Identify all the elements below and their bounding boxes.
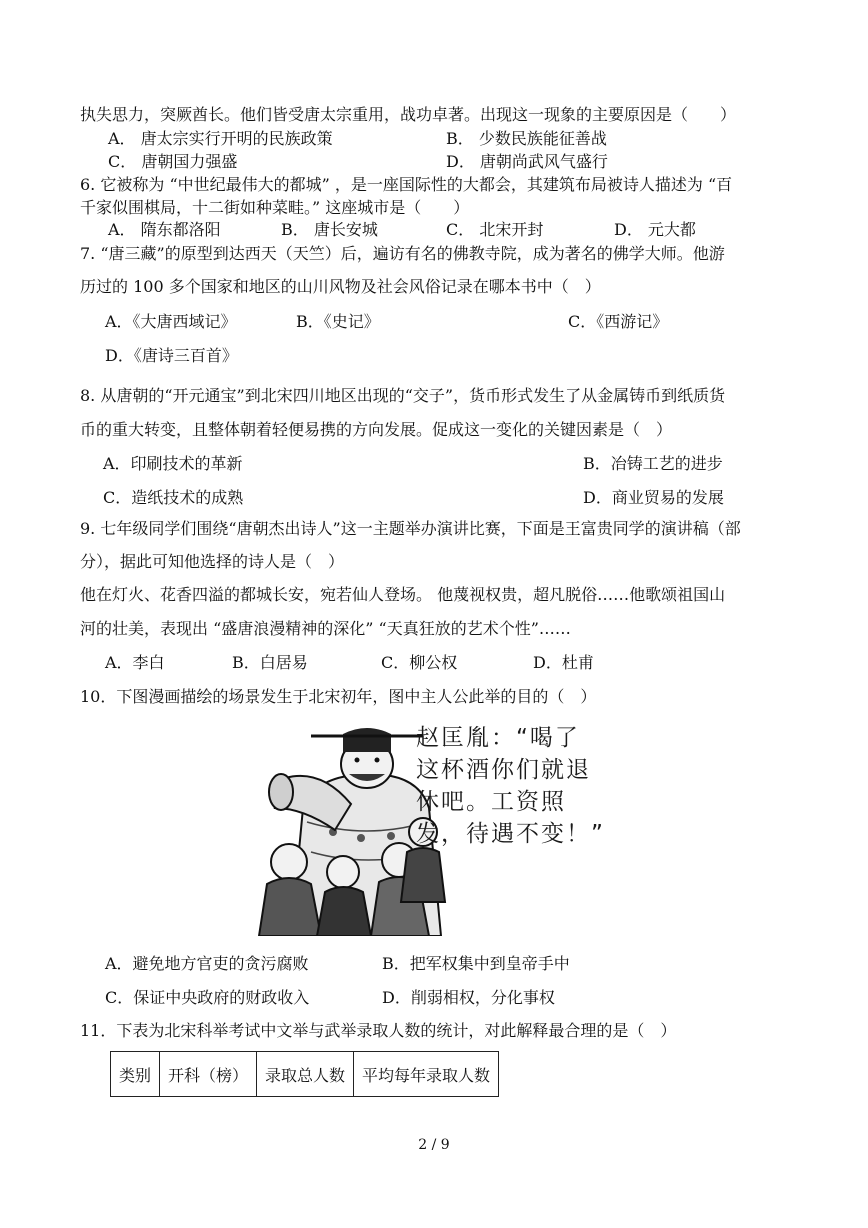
q6-option-a: A． 隋东都洛阳 [108,220,221,239]
cartoon-caption: 赵匡胤：“喝了 这杯酒你们就退 休吧。工资照 发，待遇不变！” [416,725,605,847]
q9-option-a: A．李白 [105,653,165,672]
q11-stem: 11．下表为北宋科举考试中文举与武举录取人数的统计，对此解释最合理的是（ ） [80,1021,677,1040]
q7-option-b: B．《史记》 [296,312,380,331]
q6-option-d: D． 元大都 [614,220,696,239]
q6-option-b: B． 唐长安城 [281,220,378,239]
q10-option-b: B．把军权集中到皇帝手中 [382,954,570,973]
q7-stem-line2: 历过的 100 多个国家和地区的山川风物及社会风俗记录在哪本书中（ ） [80,277,601,296]
table-header-cell: 开科（榜） [160,1052,257,1097]
q5-stem: 执失思力，突厥酋长。他们皆受唐太宗重用，战功卓著。出现这一现象的主要原因是（ ） [80,105,737,124]
q10-option-c: C．保证中央政府的财政收入 [105,988,310,1007]
q9-stem-line2: 分），据此可知他选择的诗人是（ ） [80,552,345,571]
q7-option-a: A．《大唐西域记》 [105,312,237,331]
table-header-cell: 录取总人数 [257,1052,354,1097]
q8-stem-line2: 币的重大转变，且整体朝着轻便易携的方向发展。促成这一变化的关键因素是（ ） [80,420,673,439]
table-header-cell: 平均每年录取人数 [354,1052,499,1097]
q6-stem-line1: 6. 它被称为 “中世纪最伟大的都城” ，是一座国际性的大都会，其建筑布局被诗人描述为 “百 [80,175,733,194]
q8-option-a: A．印刷技术的革新 [103,454,243,473]
q7-option-d: D．《唐诗三百首》 [105,346,238,365]
q5-option-c: C． 唐朝国力强盛 [108,152,238,171]
q7-option-c: C．《西游记》 [568,312,669,331]
q9-option-b: B．白居易 [232,653,308,672]
q10-stem: 10．下图漫画描绘的场景发生于北宋初年，图中主人公此举的目的（ ） [80,687,597,706]
q10-option-a: A．避免地方官吏的贪污腐败 [105,954,309,973]
q8-option-d: D．商业贸易的发展 [583,488,724,507]
table-header-cell: 类别 [111,1052,160,1097]
q5-option-b: B． 少数民族能征善战 [446,129,607,148]
q8-option-b: B．冶铸工艺的进步 [583,454,723,473]
q9-option-d: D．杜甫 [533,653,594,672]
page-number: 2 / 9 [418,1137,450,1153]
q9-option-c: C．柳公权 [381,653,458,672]
q6-stem-line2: 千家似围棋局，十二街如种菜畦。” 这座城市是（ ） [80,198,470,217]
q9-quote-line2: 河的壮美，表现出 “盛唐浪漫精神的深化” “天真狂放的艺术个性”…… [80,619,571,638]
q5-option-d: D． 唐朝尚武风气盛行 [446,152,608,171]
table-header-row [111,1052,499,1097]
q8-stem-line1: 8. 从唐朝的“开元通宝”到北宋四川地区出现的“交子”，货币形式发生了从金属铸币到纸质货 [80,386,726,405]
q7-stem-line1: 7. “唐三藏”的原型到达西天（天竺）后，遍访有名的佛教寺院，成为著名的佛学大师。他游 [80,244,725,263]
q9-stem-line1: 9. 七年级同学们围绕“唐朝杰出诗人”这一主题举办演讲比赛，下面是王富贵同学的演讲稿（部 [80,519,741,538]
exam-stats-table [110,1051,499,1097]
q10-option-d: D．削弱相权，分化事权 [382,988,555,1007]
q8-option-c: C．造纸技术的成熟 [103,488,244,507]
q5-option-a: A． 唐太宗实行开明的民族政策 [108,129,333,148]
q6-option-c: C． 北宋开封 [446,220,544,239]
q9-quote-line1: 他在灯火、花香四溢的都城长安，宛若仙人登场。 他蔑视权贵，超凡脱俗……他歌颂祖国山 [80,585,726,604]
